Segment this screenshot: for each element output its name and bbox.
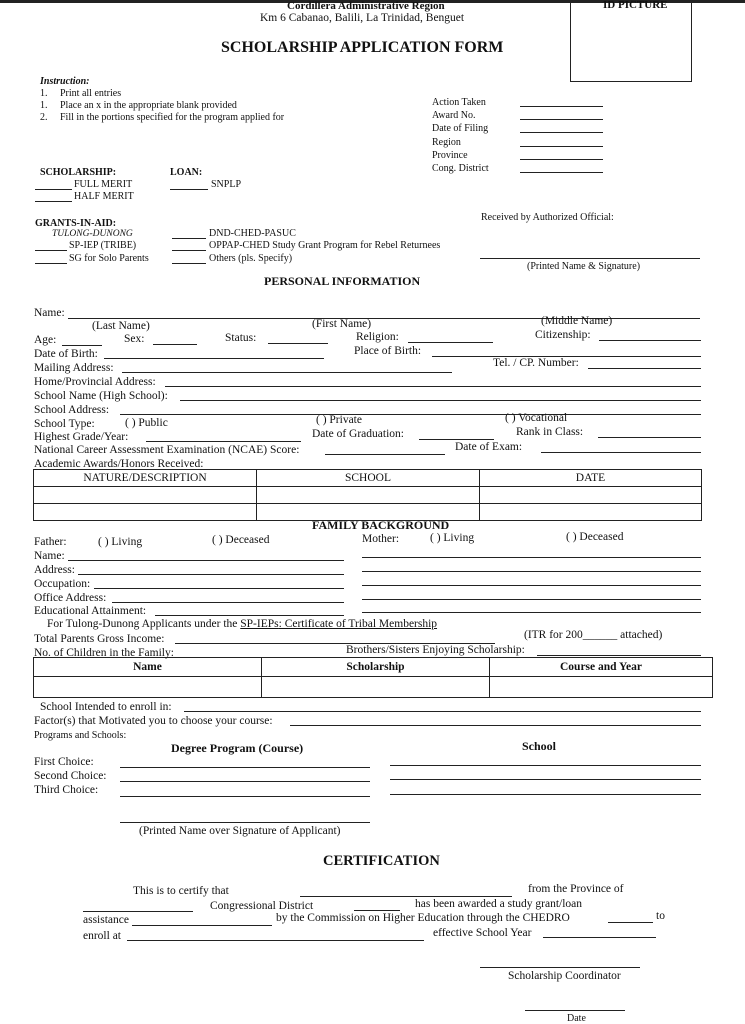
cert-line1-province: from the Province of <box>528 883 624 895</box>
citizenship-label: Citizenship: <box>535 329 591 341</box>
others-label: Others (pls. Specify) <box>209 253 293 264</box>
home-address-label: Home/Provincial Address: <box>34 376 156 388</box>
third-choice-school-field[interactable] <box>390 794 701 795</box>
full-merit-label: FULL MERIT <box>74 179 133 190</box>
school-intended-field[interactable] <box>184 711 701 712</box>
tulong-dunong-label: TULONG-DUNONG <box>52 229 133 239</box>
father-address-field[interactable] <box>78 574 344 575</box>
table-cell[interactable] <box>257 487 480 504</box>
instruction-item-1: Print all entries <box>60 88 122 99</box>
table-cell[interactable] <box>34 487 257 504</box>
cert-district-field[interactable] <box>354 910 400 911</box>
full-merit-blank[interactable] <box>35 189 72 190</box>
highest-grade-field[interactable] <box>146 441 301 442</box>
dnd-blank[interactable] <box>172 238 206 239</box>
ncae-label: National Career Assessment Examination (NCAE) Score: <box>34 444 300 456</box>
cert-line1-text: This is to certify that <box>133 885 229 897</box>
cert-line4-enroll: enroll at <box>83 930 121 942</box>
rank-label: Rank in Class: <box>516 426 584 438</box>
sex-label: Sex: <box>124 333 145 345</box>
citizenship-field[interactable] <box>599 340 701 341</box>
date-graduation-label: Date of Graduation: <box>312 428 404 440</box>
dob-field[interactable] <box>104 358 324 359</box>
others-blank[interactable] <box>172 263 206 264</box>
mother-occupation-field[interactable] <box>362 585 701 586</box>
tel-label: Tel. / CP. Number: <box>493 357 579 369</box>
solo-parents-blank[interactable] <box>35 263 67 264</box>
coordinator-signature-field[interactable] <box>480 967 640 968</box>
table-cell[interactable] <box>34 504 257 521</box>
school-name-label: School Name (High School): <box>34 390 168 402</box>
sex-field[interactable] <box>153 344 197 345</box>
instruction-num-1: 1. <box>40 88 48 99</box>
action-taken-field[interactable] <box>520 106 603 107</box>
cert-line3-to: to <box>656 910 665 922</box>
school-name-field[interactable] <box>180 400 701 401</box>
vocational-option[interactable]: ( ) Vocational <box>505 412 568 424</box>
printed-name-signature: (Printed Name & Signature) <box>527 261 641 272</box>
mother-address-field[interactable] <box>362 571 701 572</box>
age-field[interactable] <box>62 345 102 346</box>
status-label: Status: <box>225 332 257 344</box>
school-type-label: School Type: <box>34 418 95 430</box>
dnd-label: DND-CHED-PASUC <box>209 228 296 239</box>
middle-name-caption: (Middle Name) <box>541 315 613 327</box>
factors-label: Factor(s) that Motivated you to choose your course: <box>34 715 273 727</box>
table-cell[interactable] <box>480 504 702 521</box>
cert-chedro-field[interactable] <box>608 922 653 923</box>
second-choice-school-field[interactable] <box>390 779 701 780</box>
cert-province-field[interactable] <box>83 911 193 912</box>
awards-col-school: SCHOOL <box>257 470 480 487</box>
parent-education-label: Educational Attainment: <box>34 605 147 617</box>
gross-income-label: Total Parents Gross Income: <box>34 633 165 645</box>
region-field[interactable] <box>520 146 603 147</box>
id-picture-box[interactable] <box>570 0 692 82</box>
siblings-scholarship-label: Brothers/Sisters Enjoying Scholarship: <box>346 644 525 656</box>
table-cell[interactable] <box>262 677 490 698</box>
cert-assistance-field[interactable] <box>132 925 272 926</box>
family-background-title: FAMILY BACKGROUND <box>312 518 450 532</box>
coordinator-date-field[interactable] <box>525 1010 625 1011</box>
siblings-col-name: Name <box>34 658 262 677</box>
awards-table <box>33 469 702 521</box>
region-name: Cordillera Administrative Region <box>287 0 445 12</box>
cert-enroll-field[interactable] <box>127 940 424 941</box>
cong-district-label: Cong. District <box>432 163 489 174</box>
table-row <box>34 470 702 487</box>
date-graduation-field[interactable] <box>419 439 494 440</box>
tribal-membership-text: : Certificate of Tribal Membership <box>278 618 438 630</box>
solo-parents-label: SG for Solo Parents <box>69 253 149 264</box>
rank-field[interactable] <box>598 437 701 438</box>
table-cell[interactable] <box>480 487 702 504</box>
scholarship-title: SCHOLARSHIP: <box>40 167 117 178</box>
first-name-caption: (First Name) <box>312 318 372 330</box>
snplp-blank[interactable] <box>170 189 208 190</box>
cong-district-field[interactable] <box>520 172 603 173</box>
mother-name-field[interactable] <box>362 557 701 558</box>
tel-field[interactable] <box>588 368 701 369</box>
last-name-caption: (Last Name) <box>92 320 150 332</box>
siblings-col-course-year: Course and Year <box>490 658 713 677</box>
date-caption: Date <box>567 1013 586 1024</box>
instruction-num-3: 2. <box>40 112 48 123</box>
date-filing-field[interactable] <box>520 132 603 133</box>
father-deceased-option[interactable]: ( ) Deceased <box>212 534 270 546</box>
dob-label: Date of Birth: <box>34 348 98 360</box>
mailing-address-label: Mailing Address: <box>34 362 114 374</box>
received-label: Received by Authorized Official: <box>481 212 614 223</box>
ncae-field[interactable] <box>325 454 445 455</box>
region-label: Region <box>432 137 461 148</box>
cert-line2-awarded: has been awarded a study grant/loan <box>415 898 583 910</box>
parent-office-label: Office Address: <box>34 592 107 604</box>
home-address-field[interactable] <box>165 386 701 387</box>
mother-deceased-option[interactable]: ( ) Deceased <box>566 531 624 543</box>
father-education-field[interactable] <box>155 615 344 616</box>
public-option[interactable]: ( ) Public <box>125 417 168 429</box>
first-choice-course-field[interactable] <box>120 767 370 768</box>
cert-line3-assistance: assistance <box>83 914 129 926</box>
oppap-blank[interactable] <box>172 250 206 251</box>
instruction-item-3: Fill in the portions specified for the program applied for <box>60 112 285 123</box>
father-office-field[interactable] <box>112 602 344 603</box>
itr-note: (ITR for 200______ attached) <box>524 629 663 641</box>
tulong-dunong-note <box>47 618 437 630</box>
table-row <box>34 677 713 698</box>
snplp-label: SNPLP <box>211 179 242 190</box>
applicant-signature-caption: (Printed Name over Signature of Applicant) <box>139 825 341 837</box>
factors-field[interactable] <box>290 725 701 726</box>
table-cell[interactable] <box>34 677 262 698</box>
applicant-signature-field[interactable] <box>120 822 370 823</box>
action-taken-label: Action Taken <box>432 97 486 108</box>
siblings-scholarship-field[interactable] <box>537 655 701 656</box>
half-merit-blank[interactable] <box>35 201 72 202</box>
sp-iep-label: SP-IEP (TRIBE) <box>69 240 137 251</box>
first-choice-label: First Choice: <box>34 756 94 768</box>
private-option[interactable]: ( ) Private <box>316 414 362 426</box>
table-row <box>34 658 713 677</box>
date-exam-field[interactable] <box>541 452 701 453</box>
school-address-label: School Address: <box>34 404 110 416</box>
mother-label: Mother: <box>362 533 400 545</box>
coordinator-caption: Scholarship Coordinator <box>508 970 621 982</box>
awards-label: Academic Awards/Honors Received: <box>34 458 204 470</box>
highest-grade-label: Highest Grade/Year: <box>34 431 129 443</box>
personal-info-title: PERSONAL INFORMATION <box>264 274 421 288</box>
siblings-table <box>33 657 713 698</box>
tulong-note-text: For Tulong-Dunong Applicants under the <box>47 618 241 630</box>
school-address-field[interactable] <box>120 414 701 415</box>
instruction-title: Instruction: <box>40 76 90 87</box>
parent-address-label: Address: <box>34 564 75 576</box>
cert-line2-district: Congressional District <box>210 900 314 912</box>
religion-label: Religion: <box>356 331 399 343</box>
parent-name-label: Name: <box>34 550 65 562</box>
name-label: Name: <box>34 307 65 319</box>
cert-line3-commission: by the Commission on Higher Education through the CHEDRO <box>276 912 570 924</box>
table-row <box>34 487 702 504</box>
third-choice-label: Third Choice: <box>34 784 99 796</box>
awards-col-date: DATE <box>480 470 702 487</box>
half-merit-label: HALF MERIT <box>74 191 134 202</box>
school-intended-label: School Intended to enroll in: <box>40 701 172 713</box>
date-filing-label: Date of Filing <box>432 123 489 134</box>
sp-ieps-text: SP-IEPs <box>240 618 279 630</box>
father-occupation-field[interactable] <box>94 588 344 589</box>
province-label: Province <box>432 150 468 161</box>
second-choice-label: Second Choice: <box>34 770 107 782</box>
province-field[interactable] <box>520 159 603 160</box>
instruction-num-2: 1. <box>40 100 48 111</box>
school-heading: School <box>522 739 557 753</box>
instruction-item-2: Place an x in the appropriate blank provided <box>60 100 237 111</box>
third-choice-course-field[interactable] <box>120 796 370 797</box>
mother-living-option[interactable]: ( ) Living <box>430 532 475 544</box>
programs-schools-label: Programs and Schools: <box>34 730 127 741</box>
siblings-col-scholarship: Scholarship <box>262 658 490 677</box>
awards-col-nature: NATURE/DESCRIPTION <box>34 470 257 487</box>
degree-program-heading: Degree Program (Course) <box>171 741 304 755</box>
age-label: Age: <box>34 334 57 346</box>
award-no-label: Award No. <box>432 110 476 121</box>
header-address: Km 6 Cabanao, Balili, La Trinidad, Benguet <box>260 12 465 24</box>
sp-iep-blank[interactable] <box>35 250 67 251</box>
parent-occupation-label: Occupation: <box>34 578 91 590</box>
mailing-address-field[interactable] <box>122 372 452 373</box>
grants-title: GRANTS-IN-AID: <box>35 218 117 229</box>
children-count-label: No. of Children in the Family: <box>34 647 174 659</box>
religion-field[interactable] <box>408 342 493 343</box>
father-living-option[interactable]: ( ) Living <box>98 536 143 548</box>
father-name-field[interactable] <box>68 560 344 561</box>
cert-school-year-field[interactable] <box>543 937 656 938</box>
date-exam-label: Date of Exam: <box>455 441 523 453</box>
mother-education-field[interactable] <box>362 612 701 613</box>
award-no-field[interactable] <box>520 119 603 120</box>
cert-name-field[interactable] <box>300 896 512 897</box>
id-picture-label: ID PICTURE <box>603 0 668 11</box>
page-title: SCHOLARSHIP APPLICATION FORM <box>221 39 504 56</box>
loan-title: LOAN: <box>170 167 203 178</box>
second-choice-course-field[interactable] <box>120 781 370 782</box>
official-signature-field[interactable] <box>480 258 700 259</box>
table-cell[interactable] <box>490 677 713 698</box>
cert-line4-school-year: effective School Year <box>433 927 532 939</box>
mother-office-field[interactable] <box>362 599 701 600</box>
first-choice-school-field[interactable] <box>390 765 701 766</box>
oppap-label: OPPAP-CHED Study Grant Program for Rebel Returnees <box>209 240 441 251</box>
certification-title: CERTIFICATION <box>323 853 440 869</box>
status-field[interactable] <box>268 343 328 344</box>
father-label: Father: <box>34 536 67 548</box>
pob-label: Place of Birth: <box>354 345 422 357</box>
